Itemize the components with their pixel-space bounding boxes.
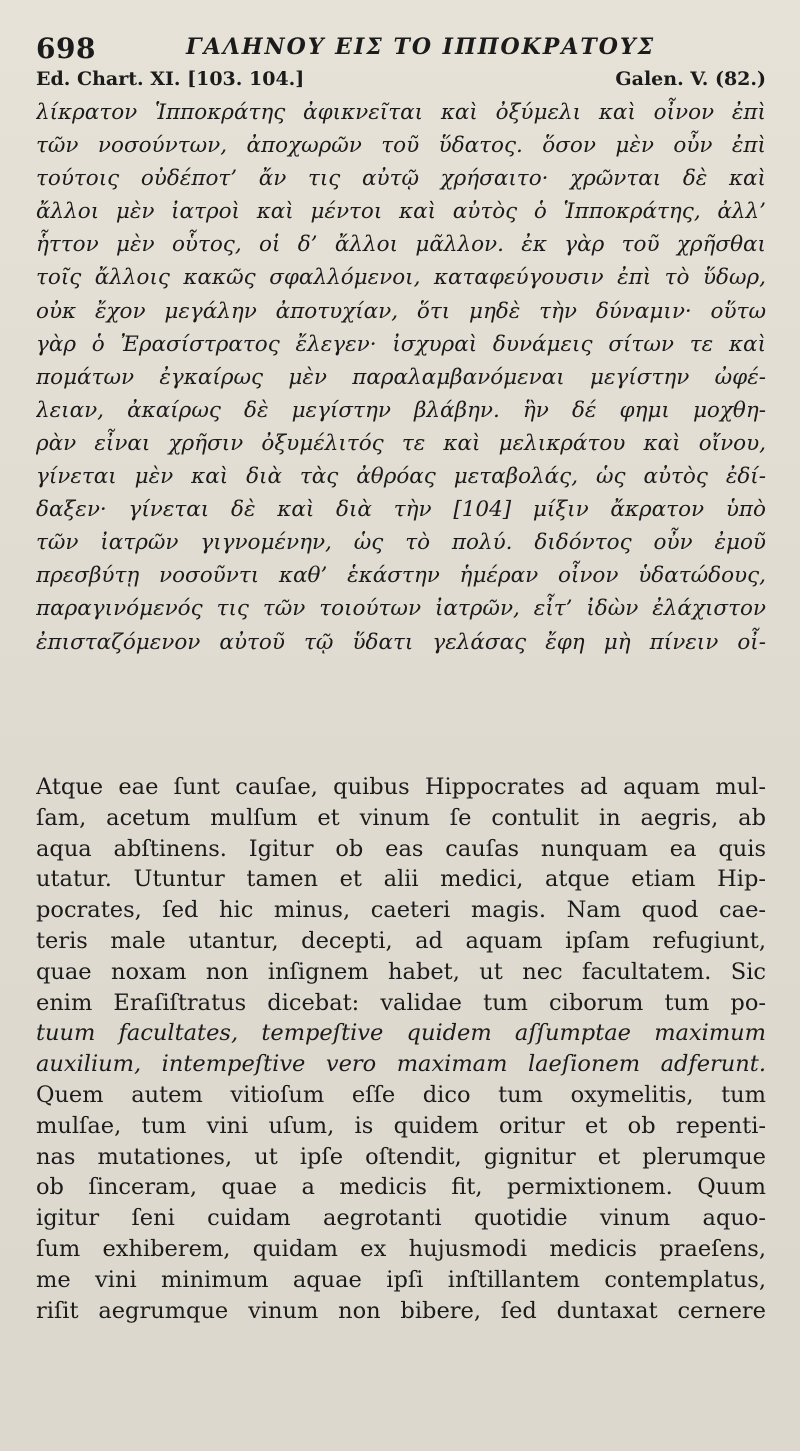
greek-line: γίνεται μὲν καὶ διὰ τὰς ἀθρόας μεταβολάς, ὡς αὐτὸς ἐδί-: [36, 464, 766, 490]
greek-line: τοῖς ἄλλοις κακῶς σφαλλόμενοι, καταφεύγουσιν ἐπὶ τὸ ὕδωρ,: [36, 265, 766, 291]
greek-line: λίκρατον Ἱπποκράτης ἀφικνεῖται καὶ ὀξύμελι καὶ οἶνον ἐπὶ: [36, 100, 766, 125]
edition-reference-line: [36, 68, 766, 96]
greek-line: τῶν ἰατρῶν γιγνομένην, ὡς τὸ πολύ. διδόντος οὖν ἐμοῦ: [36, 530, 766, 556]
latin-line: riſit aegrumque vinum non bibere, ſed duntaxat cernere: [36, 1297, 766, 1324]
latin-line: teris male utantur, decepti, ad aquam ipſam refugiunt,: [36, 927, 766, 954]
latin-line-italic: auxilium, intempeſtive vero maximam laeſionem adferunt.: [36, 1051, 766, 1078]
latin-line: ſum exhiberem, quidam ex hujusmodi medicis praeſens,: [36, 1235, 766, 1262]
latin-line: aqua abſtinens. Igitur ob eas cauſas nunquam ea quis: [36, 835, 766, 862]
edition-galen-reference: Galen. V. (82.): [615, 68, 766, 90]
greek-line: ἄλλοι μὲν ἰατροὶ καὶ μέντοι καὶ αὐτὸς ὁ Ἱπποκράτης, ἀλλ’: [36, 199, 766, 225]
latin-line: me vini minimum aquae ipſi inſtillantem contemplatus,: [36, 1266, 766, 1293]
latin-line: ob ſinceram, quae a medicis fit, permixtionem. Quum: [36, 1174, 766, 1201]
latin-line: ſam, acetum mulſum et vinum ſe contulit in aegris, ab: [36, 804, 766, 831]
latin-line: Quem autem vitioſum eſſe dico tum oxymelitis, tum: [36, 1081, 766, 1108]
latin-line: utatur. Utuntur tamen et alii medici, atque etiam Hip-: [36, 866, 766, 893]
latin-line: enim Eraſiſtratus dicebat: validae tum ciborum tum po-: [36, 989, 766, 1016]
greek-line: λειαν, ἀκαίρως δὲ μεγίστην βλάβην. ἣν δέ φημι μοχθη-: [36, 397, 766, 423]
greek-line: παραγινόμενός τις τῶν τοιούτων ἰατρῶν, εἶτ’ ἰδὼν ἐλάχιστον: [36, 596, 766, 622]
page-header: [36, 30, 766, 70]
edition-chart-reference: Ed. Chart. XI. [103. 104.]: [36, 68, 305, 90]
latin-line: pocrates, ſed hic minus, caeteri magis. Nam quod cae-: [36, 897, 766, 924]
latin-text-block: [36, 772, 766, 1326]
latin-line-italic: tuum facultates, tempeſtive quidem aſſumptae maximum: [36, 1020, 766, 1047]
greek-line: τούτοις οὐδέποτ’ ἄν τις αὐτῷ χρήσαιτο· χρῶνται δὲ καὶ: [36, 166, 766, 192]
latin-line: Atque eae ſunt cauſae, quibus Hippocrates ad aquam mul-: [36, 774, 766, 800]
page-number: 698: [36, 32, 96, 65]
greek-line: οὐκ ἔχον μεγάλην ἀποτυχίαν, ὅτι μηδὲ τὴν δύναμιν· οὕτω: [36, 298, 766, 324]
greek-line: γὰρ ὁ Ἐρασίστρατος ἔλεγεν· ἰσχυραὶ δυνάμεις σίτων τε καὶ: [36, 331, 766, 357]
greek-line: πρεσβύτῃ νοσοῦντι καθ’ ἑκάστην ἡμέραν οἶνον ὑδατώδους,: [36, 563, 766, 589]
latin-line: quae noxam non inſignem habet, ut nec facultatem. Sic: [36, 958, 766, 985]
greek-line: ἐπισταζόμενον αὐτοῦ τῷ ὕδατι γελάσας ἔφη μὴ πίνειν οἶ-: [36, 629, 766, 655]
greek-line: δαξεν· γίνεται δὲ καὶ διὰ τὴν [104] μίξιν ἄκρατον ὑπὸ: [36, 497, 766, 523]
greek-text-block: [36, 96, 766, 659]
greek-line: ἧττον μὲν οὗτος, οἱ δ’ ἄλλοι μᾶλλον. ἐκ γὰρ τοῦ χρῆσθαι: [36, 232, 766, 258]
latin-line: nas mutationes, ut ipſe oſtendit, gignitur et plerumque: [36, 1143, 766, 1170]
greek-line: τῶν νοσούντων, ἀποχωρῶν τοῦ ὕδατος. ὅσον μὲν οὖν ἐπὶ: [36, 133, 766, 159]
greek-line: πομάτων ἐγκαίρως μὲν παραλαμβανόμεναι μεγίστην ὠφέ-: [36, 364, 766, 390]
greek-line: ρὰν εἶναι χρῆσιν ὀξυμέλιτός τε καὶ μελικράτου καὶ οἴνου,: [36, 430, 766, 456]
latin-line: mulſae, tum vini uſum, is quidem oritur et ob repenti-: [36, 1112, 766, 1139]
running-title: ΓΑΛΗΝΟΥ ΕΙΣ ΤΟ ΙΠΠΟΚΡΑΤΟΥΣ: [186, 34, 656, 60]
latin-line: igitur ſeni cuidam aegrotanti quotidie vinum aquo-: [36, 1205, 766, 1232]
